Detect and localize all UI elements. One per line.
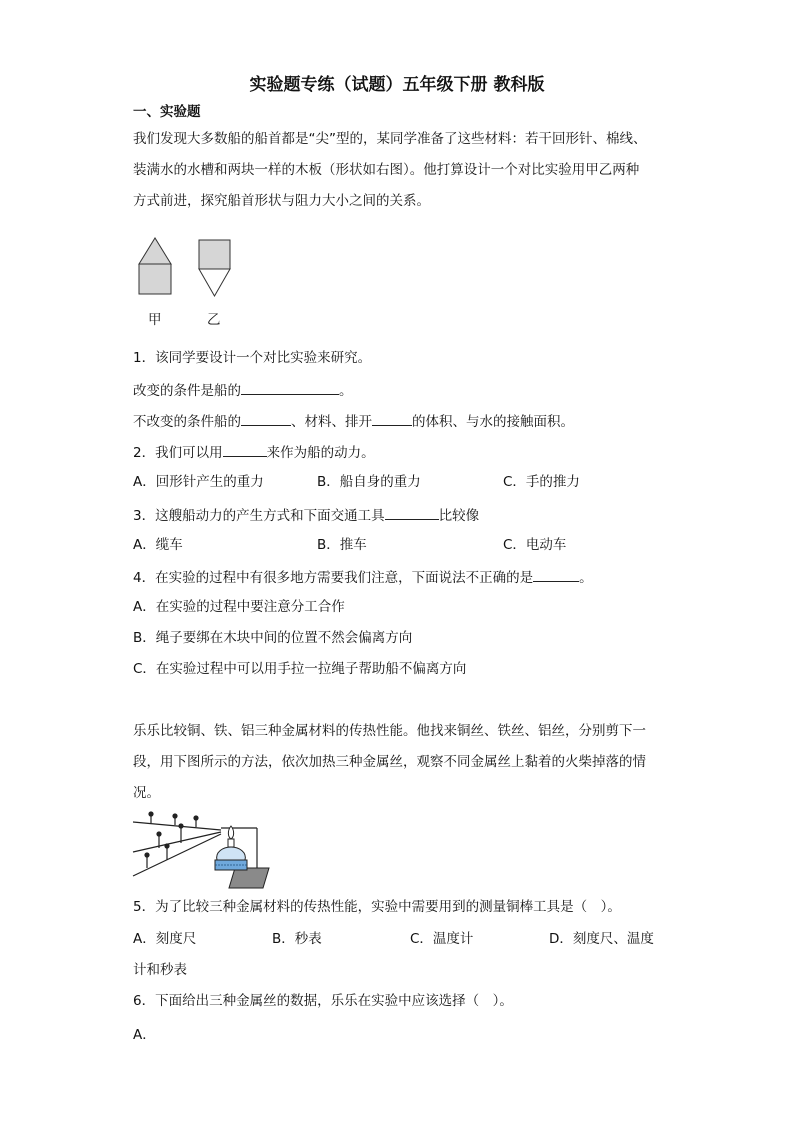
metal-wires bbox=[133, 822, 221, 876]
q3-stem bbox=[133, 505, 479, 525]
q5-option-a[interactable]: A．刻度尺 bbox=[133, 931, 197, 947]
q3-option-c[interactable]: C．电动车 bbox=[503, 537, 567, 553]
q3-option-a[interactable]: A．缆车 bbox=[133, 537, 183, 553]
match-sticks bbox=[145, 812, 198, 868]
q5-option-d-wrap: 计和秒表 bbox=[133, 962, 187, 978]
intro2-line3: 况。 bbox=[133, 785, 160, 801]
q5-option-c[interactable]: C．温度计 bbox=[410, 931, 474, 947]
q1-line3-text-b: 、材料、排开 bbox=[291, 414, 372, 430]
q1-blank-1[interactable] bbox=[241, 380, 339, 395]
q4-stem-a: 4．在实验的过程中有很多地方需要我们注意，下面说法不正确的是 bbox=[133, 570, 534, 586]
q2-stem-b: 来作为船的动力。 bbox=[266, 445, 375, 461]
q5-option-d[interactable]: D．刻度尺、温度 bbox=[549, 931, 654, 947]
intro1-line2: 装满水的水槽和两块一样的木板（形状如右图）。他打算设计一个对比实验用甲乙两种 bbox=[133, 162, 640, 178]
q1-line2-text: 改变的条件是船的 bbox=[133, 383, 241, 399]
q3-blank[interactable] bbox=[385, 505, 439, 520]
q3-stem-b: 比较像 bbox=[438, 508, 480, 524]
q2-stem bbox=[133, 442, 375, 462]
intro2-line2: 段，用下图所示的方法，依次加热三种金属丝，观察不同金属丝上黏着的火柴掉落的情 bbox=[133, 754, 646, 770]
figure-label-yi: 乙 bbox=[207, 312, 221, 328]
section-heading: 一、实验题 bbox=[133, 104, 201, 120]
stand-base bbox=[229, 868, 269, 888]
q2-option-b[interactable]: B．船自身的重力 bbox=[317, 474, 421, 490]
heat-conduction-figure bbox=[131, 808, 271, 892]
q3-stem-a: 3．这艘船动力的产生方式和下面交通工具 bbox=[133, 508, 385, 524]
q5-stem: 5．为了比较三种金属材料的传热性能，实验中需要用到的测量铜棒工具是（ ）。 bbox=[133, 899, 621, 915]
q4-blank[interactable] bbox=[533, 567, 579, 582]
page-title: 实验题专练（试题）五年级下册 教科版 bbox=[249, 75, 545, 95]
q1-blank-2[interactable] bbox=[241, 411, 291, 426]
q1-line2-end: 。 bbox=[339, 383, 353, 399]
q1-blank-3[interactable] bbox=[372, 411, 412, 426]
q4-option-b[interactable]: B．绳子要绑在木块中间的位置不然会偏离方向 bbox=[133, 630, 413, 646]
q2-stem-a: 2．我们可以用 bbox=[133, 445, 223, 461]
boat-shape-yi bbox=[199, 240, 230, 296]
boat-shape-jia bbox=[139, 238, 171, 294]
q1-stem: 1．该同学要设计一个对比实验来研究。 bbox=[133, 350, 372, 366]
q1-line3 bbox=[133, 411, 574, 431]
boat-shapes-figure bbox=[130, 232, 240, 300]
q2-option-a[interactable]: A．回形针产生的重力 bbox=[133, 474, 264, 490]
q6-option-a[interactable]: A． bbox=[133, 1027, 156, 1043]
intro1-line3: 方式前进，探究船首形状与阻力大小之间的关系。 bbox=[133, 193, 430, 209]
figure-label-jia: 甲 bbox=[148, 312, 162, 328]
q4-option-c[interactable]: C．在实验过程中可以用手拉一拉绳子帮助船不偏离方向 bbox=[133, 661, 467, 677]
q1-line2 bbox=[133, 380, 353, 400]
intro2-line1: 乐乐比较铜、铁、铝三种金属材料的传热性能。他找来铜丝、铁丝、铝丝，分别剪下一 bbox=[133, 723, 646, 739]
q6-stem: 6．下面给出三种金属丝的数据，乐乐在实验中应该选择（ ）。 bbox=[133, 993, 513, 1009]
q2-option-c[interactable]: C．手的推力 bbox=[503, 474, 580, 490]
q2-blank[interactable] bbox=[223, 442, 267, 457]
q1-line3-text-c: 的体积、与水的接触面积。 bbox=[412, 414, 574, 430]
q5-option-b[interactable]: B．秒表 bbox=[272, 931, 322, 947]
q4-stem-b: 。 bbox=[579, 570, 593, 586]
intro1-line1: 我们发现大多数船的船首都是“尖”型的，某同学准备了这些材料：若干回形针、棉线、 bbox=[133, 131, 647, 147]
q4-stem bbox=[133, 567, 593, 587]
q4-option-a[interactable]: A．在实验的过程中要注意分工合作 bbox=[133, 599, 345, 615]
q1-line3-text-a: 不改变的条件船的 bbox=[133, 414, 241, 430]
q3-option-b[interactable]: B．推车 bbox=[317, 537, 367, 553]
